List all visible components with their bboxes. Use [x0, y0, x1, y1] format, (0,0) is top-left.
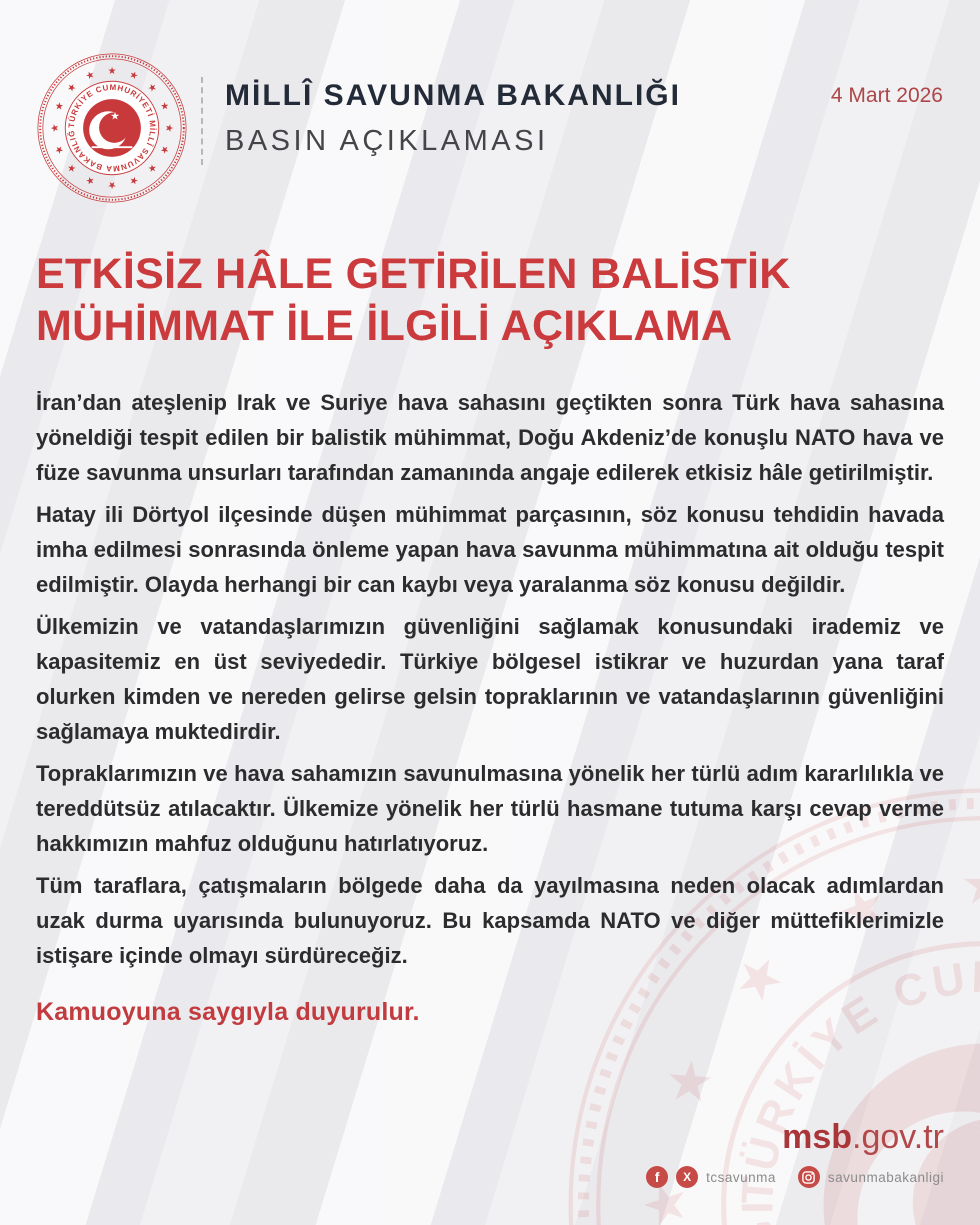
website-link[interactable]: [646, 1118, 944, 1157]
paragraph-1: İran’dan ateşlenip Irak ve Suriye hava sahasını geçtikten sonra Türk hava sahasına yöneldiği tespit edilen bir balistik mühimmat, Doğu Akdeniz’de konuşlu NATO hava ve füze savunma unsurları tarafından zamanında angaje edilerek etkisiz hâle getirilmiştir.: [36, 390, 944, 485]
x-twitter-icon[interactable]: X: [676, 1166, 698, 1188]
closing-statement: Kamuoyuna saygıyla duyurulur.: [36, 998, 420, 1026]
footer: [646, 1118, 944, 1188]
body-text: [36, 385, 944, 1027]
instagram-icon[interactable]: [798, 1166, 820, 1188]
paragraph-3: Ülkemizin ve vatandaşlarımızın güvenliğini sağlamak konusundaki irademiz ve kapasitemiz en üst seviyededir. Türkiye bölgesel istikrar ve huzurdan yana taraf olurken kimden ve nereden gelirse gelsin topraklarının ve vatandaşlarının güvenliğini sağlamaya muktedirdir.: [36, 614, 944, 744]
paragraph-2: Hatay ili Dörtyol ilçesinde düşen mühimmat parçasının, söz konusu tehdidin havada imha edilmesi sonrasında önleme yapan hava savunma mühimmatına ait olduğu tespit edilmiştir. Olayda herhangi bir can kaybı veya yaralanma söz konusu değildir.: [36, 502, 944, 597]
facebook-icon[interactable]: f: [646, 1166, 668, 1188]
crescent-star-emblem-icon: [36, 52, 188, 204]
instagram-glyph: [802, 1171, 815, 1184]
header: [0, 0, 980, 238]
website-msb[interactable]: msb: [782, 1118, 853, 1156]
ministry-title: MİLLÎ SAVUNMA BAKANLIĞI: [225, 79, 681, 112]
instagram-handle[interactable]: savunmabakanligi: [827, 1169, 944, 1185]
paragraph-4: Topraklarımızın ve hava sahamızın savunulmasına yönelik her türlü adım kararlılıkla ve tereddütsüz atılacaktır. Ülkemize yönelik her türlü hasmane tutuma karşı cevap verme hakkımızın mahfuz olduğunu hatırlatıyoruz.: [36, 761, 944, 856]
social-row: [646, 1166, 944, 1188]
headline-line-2: MÜHİMMAT İLE İLGİLİ AÇIKLAMA: [36, 302, 733, 350]
title-block: [225, 79, 681, 158]
headline: [36, 248, 944, 352]
header-dashed-divider: [201, 77, 203, 165]
paragraph-5: Tüm taraflara, çatışmaların bölgede daha da yayılmasına neden olacak adımlardan uzak durma uyarısında bulunuyoruz. Bu kapsamda NATO ve diğer müttefiklerimizle istişare içinde olmayı sürdüreceğiz.: [36, 873, 944, 968]
headline-line-1: ETKİSİZ HÂLE GETİRİLEN BALİSTİK: [36, 250, 791, 298]
ministry-emblem-logo: [36, 52, 188, 204]
twitter-handle[interactable]: tcsavunma: [706, 1169, 776, 1185]
press-release-subtitle: BASIN AÇIKLAMASI: [225, 125, 549, 157]
website-govtr[interactable]: .gov.tr: [852, 1118, 944, 1156]
release-date: 4 Mart 2026: [830, 84, 943, 107]
